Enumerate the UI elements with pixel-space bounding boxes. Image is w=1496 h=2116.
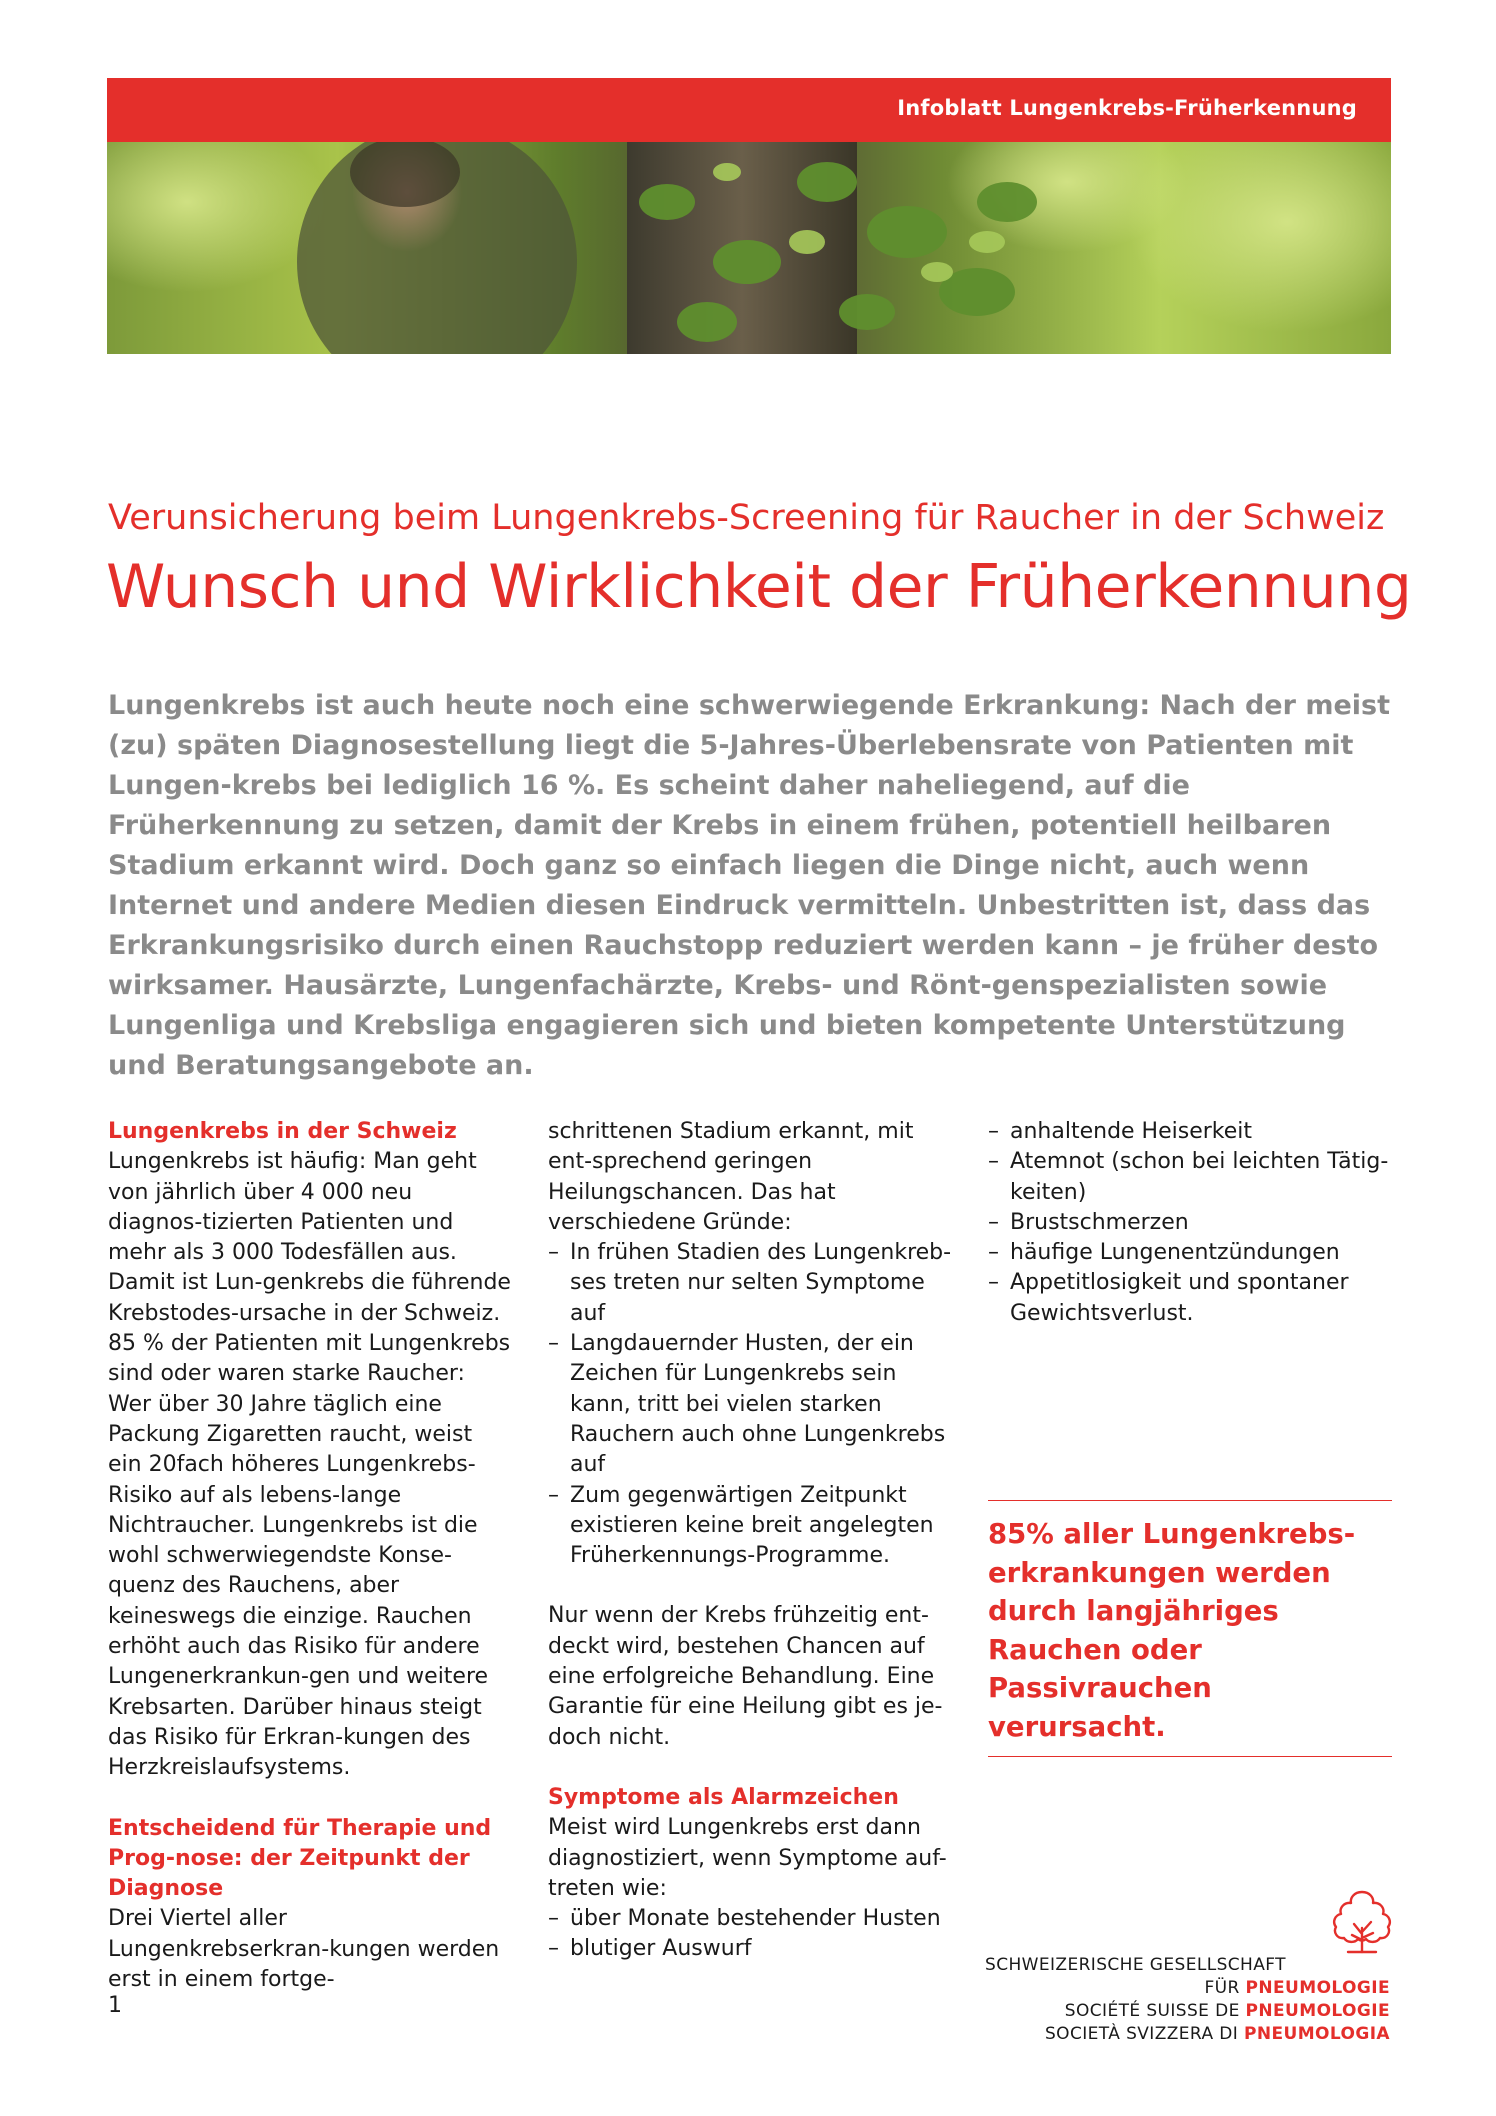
forest-photo-illustration — [107, 142, 1391, 354]
document-type-tag: Infoblatt Lungenkrebs-Früherkennung — [897, 96, 1357, 120]
list-item: – Atemnot (schon bei leichten Tätig-keiten) — [988, 1149, 1389, 1205]
section-body-zeitpunkt-diagnose: Drei Viertel aller Lungenkrebserkran-kungen werden erst in einem fortge- — [108, 1906, 500, 1993]
section-heading-symptome: Symptome als Alarmzeichen — [548, 1784, 899, 1810]
organization-logo-text — [985, 1954, 1390, 2046]
list-item: – blutiger Auswurf — [548, 1936, 752, 1962]
document-subtitle: Verunsicherung beim Lungenkrebs-Screening für Raucher in der Schweiz — [108, 498, 1385, 538]
early-detection-paragraph: Nur wenn der Krebs frühzeitig ent-deckt wird, bestehen Chancen auf eine erfolgreiche Behandlung. Eine Garantie für eine Heilung gibt es je-doch nicht. — [548, 1603, 943, 1750]
list-item: – Brustschmerzen — [988, 1209, 1189, 1235]
list-item: – Langdauernder Husten, der ein Zeichen für Lungenkrebs sein kann, tritt bei vielen starken Rauchern auch ohne Lungenkrebs auf — [548, 1331, 946, 1478]
tree-icon — [1326, 1888, 1398, 1956]
org-line-4: SOCIETÀ SVIZZERA DI PNEUMOLOGIA — [1044, 2024, 1390, 2044]
diagnosis-continued: schrittenen Stadium erkannt, mit ent-sprechend geringen Heilungschancen. Das hat verschiedene Gründe: — [548, 1119, 914, 1235]
lead-paragraph: Lungenkrebs ist auch heute noch eine schwerwiegende Erkrankung: Nach der meist (zu) späten Diagnosestellung liegt die 5-Jahres-Überlebensrate von Patienten mit Lungen-krebs bei lediglich 16 %. Es scheint daher naheliegend, auf die Früherkennung zu setzen, damit der Krebs in einem frühen, potentiell heilbaren Stadium erkannt wird. Doch ganz so einfach liegen die Dinge nicht, auch wenn Internet und andere Medien diesen Eindruck vermitteln. Unbestritten ist, dass das Erkrankungsrisiko durch einen Rauchstopp reduziert werden kann – je früher desto wirksamer. Hausärzte, Lungenfachärzte, Krebs- und Rönt-genspezialisten sowie Lungenliga und Krebsliga engagieren sich und bieten kompetente Unterstützung und Beratungsangebote an. — [108, 690, 1391, 1081]
document-title: Wunsch und Wirklichkeit der Früherkennung — [106, 552, 1412, 622]
section-heading-zeitpunkt-diagnose: Entscheidend für Therapie und Prog-nose: der Zeitpunkt der Diagnose — [108, 1815, 492, 1902]
list-item: – häufige Lungenentzündungen — [988, 1240, 1340, 1266]
org-line-2: FÜR PNEUMOLOGIE — [1204, 1978, 1390, 1998]
column-3 — [988, 1117, 1392, 1329]
pull-quote: 85% aller Lungenkrebs-erkrankungen werden durch langjähriges Rauchen oder Passivrauchen verursacht. — [988, 1500, 1392, 1757]
page-number: 1 — [108, 1993, 122, 2018]
list-item: – Zum gegenwärtigen Zeitpunkt existieren keine breit angelegten Früherkennungs-Programme. — [548, 1482, 934, 1569]
header-band — [107, 78, 1391, 142]
section-body-symptome: Meist wird Lungenkrebs erst dann diagnostiziert, wenn Symptome auf-treten wie: — [548, 1815, 947, 1901]
section-body-lungenkrebs-schweiz: Lungenkrebs ist häufig: Man geht von jährlich über 4 000 neu diagnos-tizierten Patienten und mehr als 3 000 Todesfällen aus. Damit ist Lun-genkrebs die führende Krebstodes-ursache in der Schweiz. 85 % der Patienten mit Lungenkrebs sind oder waren starke Raucher: Wer über 30 Jahre täglich eine Packung Zigaretten raucht, weist ein 20fach höheres Lungenkrebs-Risiko auf als lebens-lange Nichtraucher. Lungenkrebs ist die wohl schwerwiegendste Konse-quenz des Rauchens, aber keineswegs die einzige. Rauchen erhöht auch das Risiko für andere Lungenerkrankun-gen und weitere Krebsarten. Darüber hinaus steigt das Risiko für Erkran-kungen des Herzkreislaufsystems. — [108, 1149, 511, 1781]
list-item: – anhaltende Heiserkeit — [988, 1119, 1253, 1144]
column-2 — [548, 1117, 956, 1965]
list-item: – In frühen Stadien des Lungenkreb-ses treten nur selten Symptome auf — [548, 1240, 952, 1326]
list-item: – über Monate bestehender Husten — [548, 1906, 941, 1932]
org-line-3: SOCIÉTÉ SUISSE DE PNEUMOLOGIE — [1064, 2001, 1390, 2021]
column-1 — [108, 1117, 512, 1995]
hero-image — [107, 142, 1391, 354]
org-line-1: SCHWEIZERISCHE GESELLSCHAFT — [985, 1955, 1286, 1975]
list-item: – Appetitlosigkeit und spontaner Gewichtsverlust. — [988, 1270, 1349, 1326]
section-heading-lungenkrebs-schweiz: Lungenkrebs in der Schweiz — [108, 1119, 457, 1144]
